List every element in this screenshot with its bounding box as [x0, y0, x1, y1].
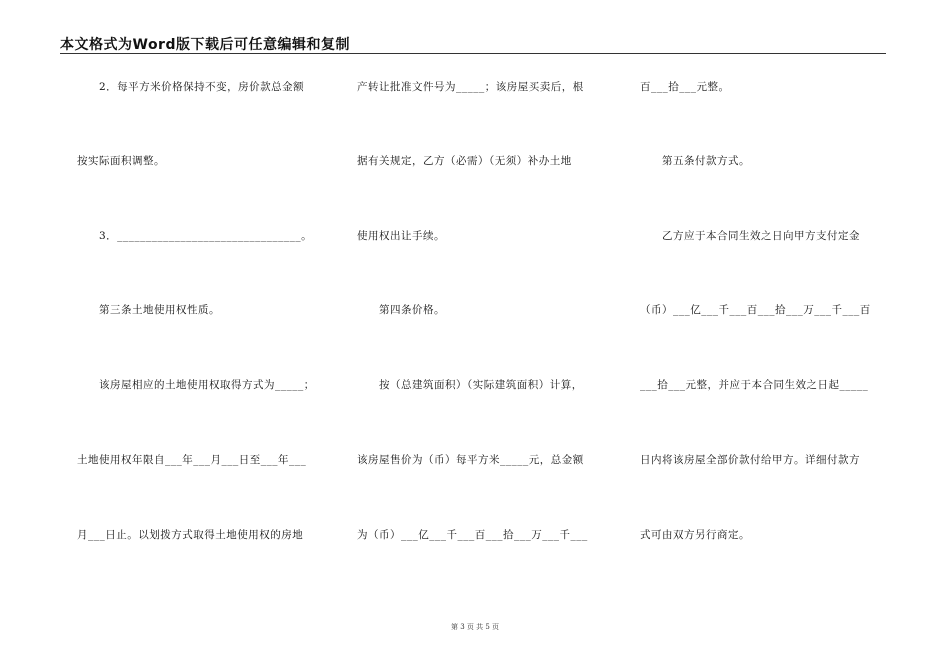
text-line: （币）___亿___千___百___拾___万___千___百: [640, 304, 871, 316]
text-line: 式可由双方另行商定。: [640, 529, 750, 541]
text-line: 百___拾___元整。: [640, 81, 730, 93]
text-line: 日内将该房屋全部价款付给甲方。详细付款方: [640, 454, 860, 466]
text-line: 2．每平方米价格保持不变，房价款总金额: [77, 81, 305, 93]
text-line: 土地使用权年限自___年___月___日至___年___: [77, 454, 307, 466]
text-line: 产转让批准文件号为_____；该房屋买卖后，根: [357, 81, 584, 93]
page-number: 第 3 页 共 5 页: [450, 623, 500, 631]
text-line: 3．________________________________。: [77, 230, 313, 242]
text-line: ___拾___元整，并应于本合同生效之日起_____: [640, 379, 869, 391]
text-line: 按实际面积调整。: [77, 155, 165, 167]
text-line: 为（币）___亿___千___百___拾___万___千___: [357, 529, 588, 541]
text-line: 乙方应于本合同生效之日向甲方支付定金: [640, 230, 860, 242]
text-line: 按（总建筑面积）（实际建筑面积）计算，: [357, 379, 583, 391]
text-line: 月___日止。以划拨方式取得土地使用权的房地: [77, 529, 304, 541]
text-line: 第五条付款方式。: [640, 155, 750, 167]
text-line: 使用权出让手续。: [357, 230, 445, 242]
text-line: 第四条价格。: [357, 304, 445, 316]
text-line: 该房屋售价为（币）每平方米_____元，总金额: [357, 454, 584, 466]
text-line: 据有关规定，乙方（必需）（无须）补办土地: [357, 155, 572, 167]
header-divider: [60, 53, 886, 54]
text-line: 第三条土地使用权性质。: [77, 304, 220, 316]
text-line: 该房屋相应的土地使用权取得方式为_____；: [77, 379, 315, 391]
document-header-title: 本文格式为Word版下载后可任意编辑和复制: [60, 37, 350, 53]
